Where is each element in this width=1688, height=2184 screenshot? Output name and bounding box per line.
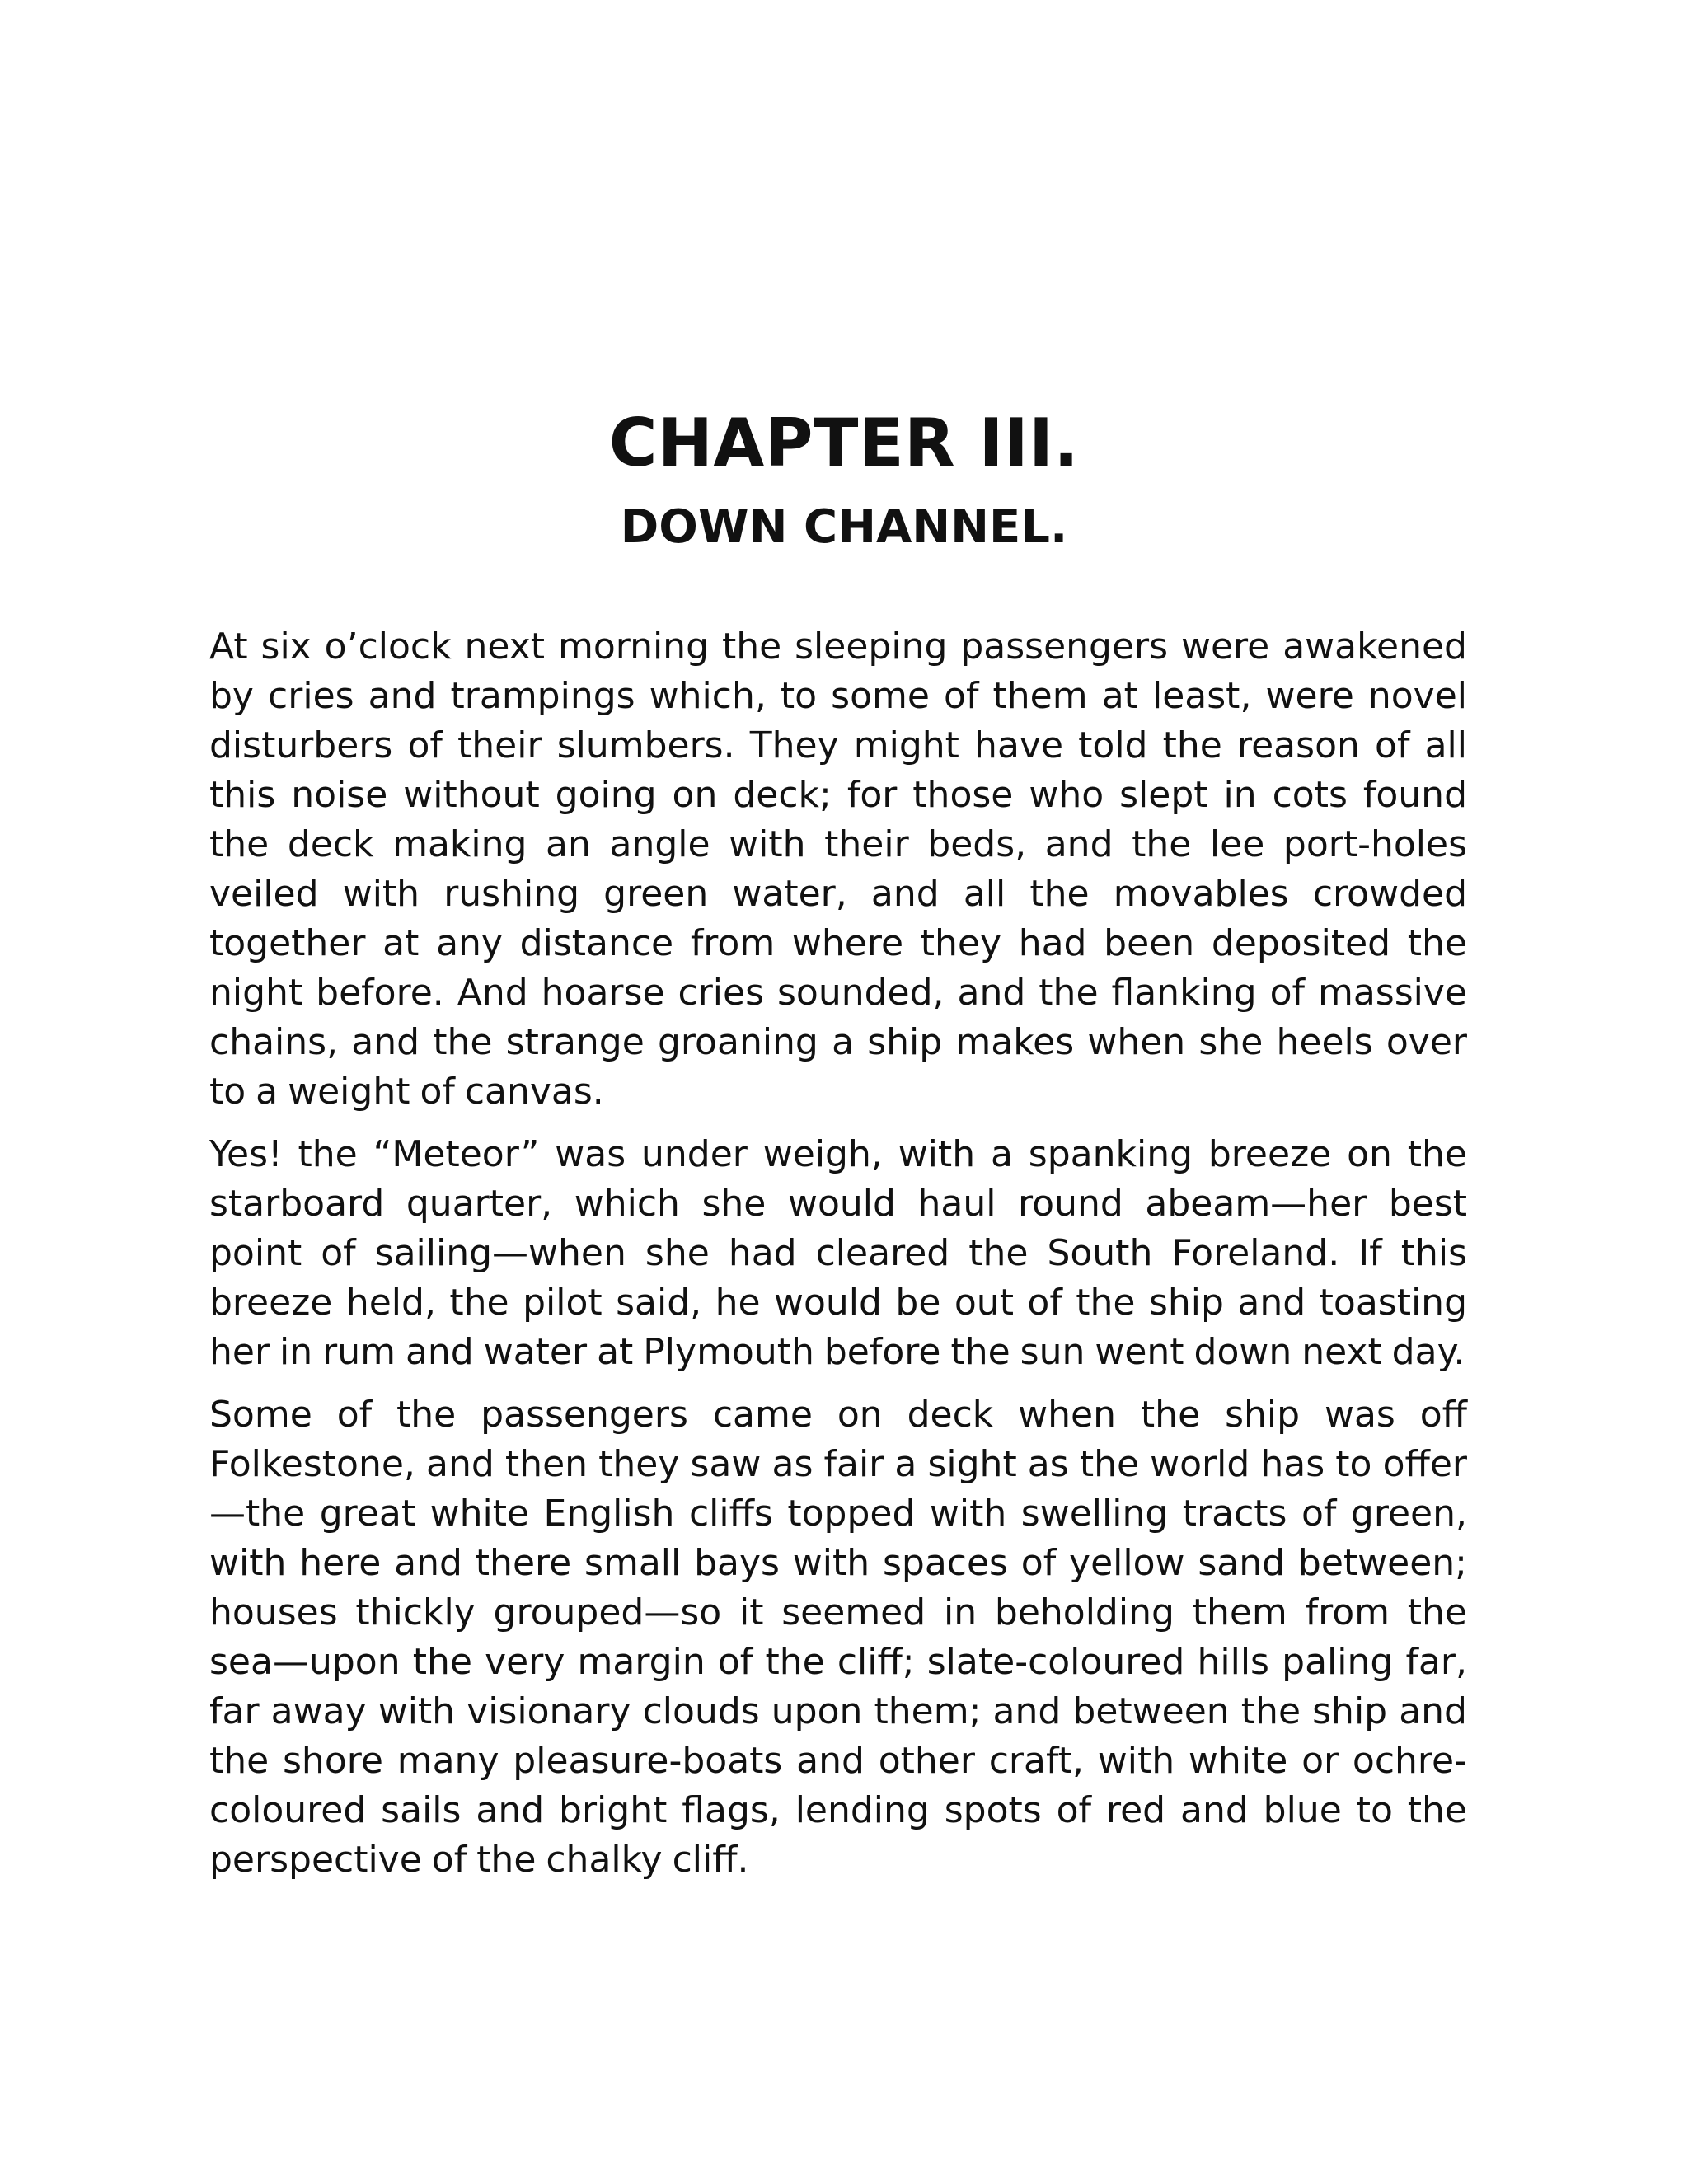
paragraph: At six o’clock next morning the sleeping passengers were awakened by cries and trampings which, to some of them at least, were novel disturbers of their slumbers. They might have told the reason of all this noise without going on deck; for those who slept in cots found the deck making an angle with their beds, and the lee port-holes veiled with rushing green water, and all the movables crowded together at any distance from where they had been deposited the night before. And hoarse cries sounded, and the flanking of massive chains, and the strange groaning a ship makes when she heels over to a weight of canvas.	[209, 626, 1467, 1113]
chapter-subtitle: DOWN CHANNEL.	[620, 500, 1068, 554]
paragraph: Some of the passengers came on deck when the ship was off Folkestone, and then they saw as fair a sight as the world has to offer—the great white English cliffs topped with swelling tracts of green, with here and there small bays with spaces of yellow sand between; houses thickly grouped—so it seemed in beholding them from the sea—upon the very margin of the cliff; slate-coloured hills paling far, far away with visionary clouds upon them; and between the ship and the shore many pleasure-boats and other craft, with white or ochre-coloured sails and bright flags, lending spots of red and blue to the perspective of the chalky cliff.	[209, 1394, 1467, 1881]
chapter-title: CHAPTER III.	[608, 405, 1080, 481]
paragraph: Yes! the “Meteor” was under weigh, with a spanking breeze on the starboard quarter, which she would haul round abeam—her best point of sailing—when she had cleared the South Foreland. If this breeze held, the pilot said, he would be out of the ship and toasting her in rum and water at Plymouth before the sun went down next day.	[209, 1133, 1467, 1373]
chapter-body	[209, 622, 1467, 1898]
